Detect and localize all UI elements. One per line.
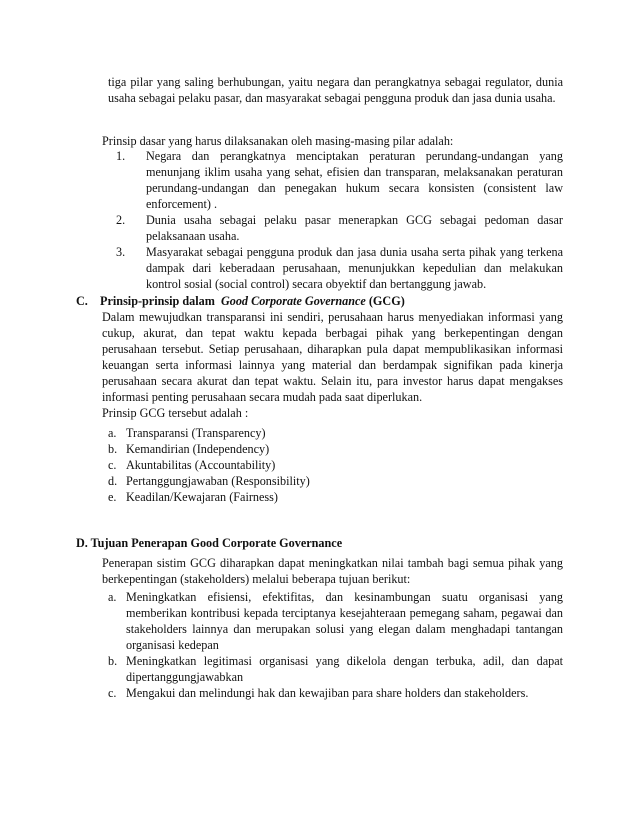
list-item xyxy=(102,489,563,505)
list-number: 1. xyxy=(116,149,126,163)
list-item-text: Masyarakat sebagai pengguna produk dan jasa dunia usaha serta pihak yang terkena dampak dari keberadaan perusahaan, menunjukkan kepedulian dan melakukan kontrol sosial (social control) secara obyektif dan bertanggung jawab. xyxy=(146,245,563,291)
list-letter: a. xyxy=(108,590,117,604)
section-c-paragraph: Dalam mewujudkan transparansi ini sendiri, perusahaan harus menyediakan informasi yang cukup, akurat, dan tepat waktu kepada berbagai pihak yang berkepentingan dengan perusahaan tersebut. Setiap perusahaan, diharapkan pula dapat mempublikasikan informasi keuangan serta informasi lainnya yang material dan berdampak signifikan pada kinerja perusahaan secara akurat dan tepat waktu. Selain itu, para investor harus dapat mengakses informasi penting perusahaan secara mudah pada saat diperlukan. xyxy=(102,310,563,404)
section-c-title-italic: Good Corporate Governance xyxy=(220,294,366,308)
list-item-text: Transparansi (Transparency) xyxy=(126,426,266,440)
section-c-title-suffix: (GCG) xyxy=(368,294,405,308)
list-letter: b. xyxy=(108,442,118,456)
list-item-text: Kemandirian (Independency) xyxy=(126,442,270,456)
list-number: 3. xyxy=(116,245,126,259)
list-item xyxy=(102,685,563,701)
list-item-text: Meningkatkan legitimasi organisasi yang dikelola dengan terbuka, adil, dan dapat dipertanggungjawabkan xyxy=(126,654,563,684)
section-c-heading xyxy=(76,293,405,309)
list-item-text: Pertanggungjawaban (Responsibility) xyxy=(126,474,310,488)
list-item xyxy=(102,212,563,244)
list-item xyxy=(102,589,563,653)
list-item xyxy=(102,425,563,441)
list-letter: b. xyxy=(108,654,118,668)
list-item-text: Dunia usaha sebagai pelaku pasar menerapkan GCG sebagai pedoman dasar pelaksanaan usaha. xyxy=(146,213,563,243)
list-letter: c. xyxy=(108,458,117,472)
list-item-text: Akuntabilitas (Accountability) xyxy=(126,458,276,472)
list-item xyxy=(102,457,563,473)
list-letter: a. xyxy=(108,426,117,440)
section-c-list-intro: Prinsip GCG tersebut adalah : xyxy=(102,406,249,420)
section-d-heading: D. Tujuan Penerapan Good Corporate Governance xyxy=(76,536,343,550)
list-item-text: Mengakui dan melindungi hak dan kewajiban para share holders dan stakeholders. xyxy=(126,686,529,700)
gcg-principles-list xyxy=(102,425,563,505)
list-item-text: Negara dan perangkatnya menciptakan peraturan perundang-undangan yang menunjang iklim usaha yang sehat, efisien dan transparan, melaksanakan peraturan perundang-undangan dan penegakan hukum secara konsisten (consistent law enforcement) . xyxy=(146,149,563,211)
pilar-list xyxy=(102,148,563,292)
prinsip-dasar-intro: Prinsip dasar yang harus dilaksanakan oleh masing-masing pilar adalah: xyxy=(102,134,454,148)
list-letter: e. xyxy=(108,490,117,504)
section-c-letter: C. xyxy=(76,294,88,308)
list-letter: d. xyxy=(108,474,118,488)
section-c-title-part: Prinsip-prinsip dalam xyxy=(100,294,215,308)
list-item-text: Meningkatkan efisiensi, efektifitas, dan kesinambungan suatu organisasi yang memberikan kontribusi kepada terciptanya kesejahteraan pemegang saham, pegawai dan stakeholders lainnya dan merupakan solusi yang elegan dalam menghadapi tantangan organisasi kedepan xyxy=(126,590,563,652)
list-item xyxy=(102,441,563,457)
gcg-goals-list xyxy=(102,589,563,701)
list-item xyxy=(102,653,563,685)
section-d-paragraph: Penerapan sistim GCG diharapkan dapat meningkatkan nilai tambah bagi semua pihak yang berkepentingan (stakeholders) melalui beberapa tujuan berikut: xyxy=(102,556,563,586)
list-item xyxy=(102,148,563,212)
list-item xyxy=(102,244,563,292)
list-letter: c. xyxy=(108,686,117,700)
list-number: 2. xyxy=(116,213,126,227)
intro-paragraph: tiga pilar yang saling berhubungan, yaitu negara dan perangkatnya sebagai regulator, dunia usaha sebagai pelaku pasar, dan masyarakat sebagai pengguna produk dan jasa dunia usaha. xyxy=(108,75,563,105)
list-item xyxy=(102,473,563,489)
list-item-text: Keadilan/Kewajaran (Fairness) xyxy=(126,490,278,504)
